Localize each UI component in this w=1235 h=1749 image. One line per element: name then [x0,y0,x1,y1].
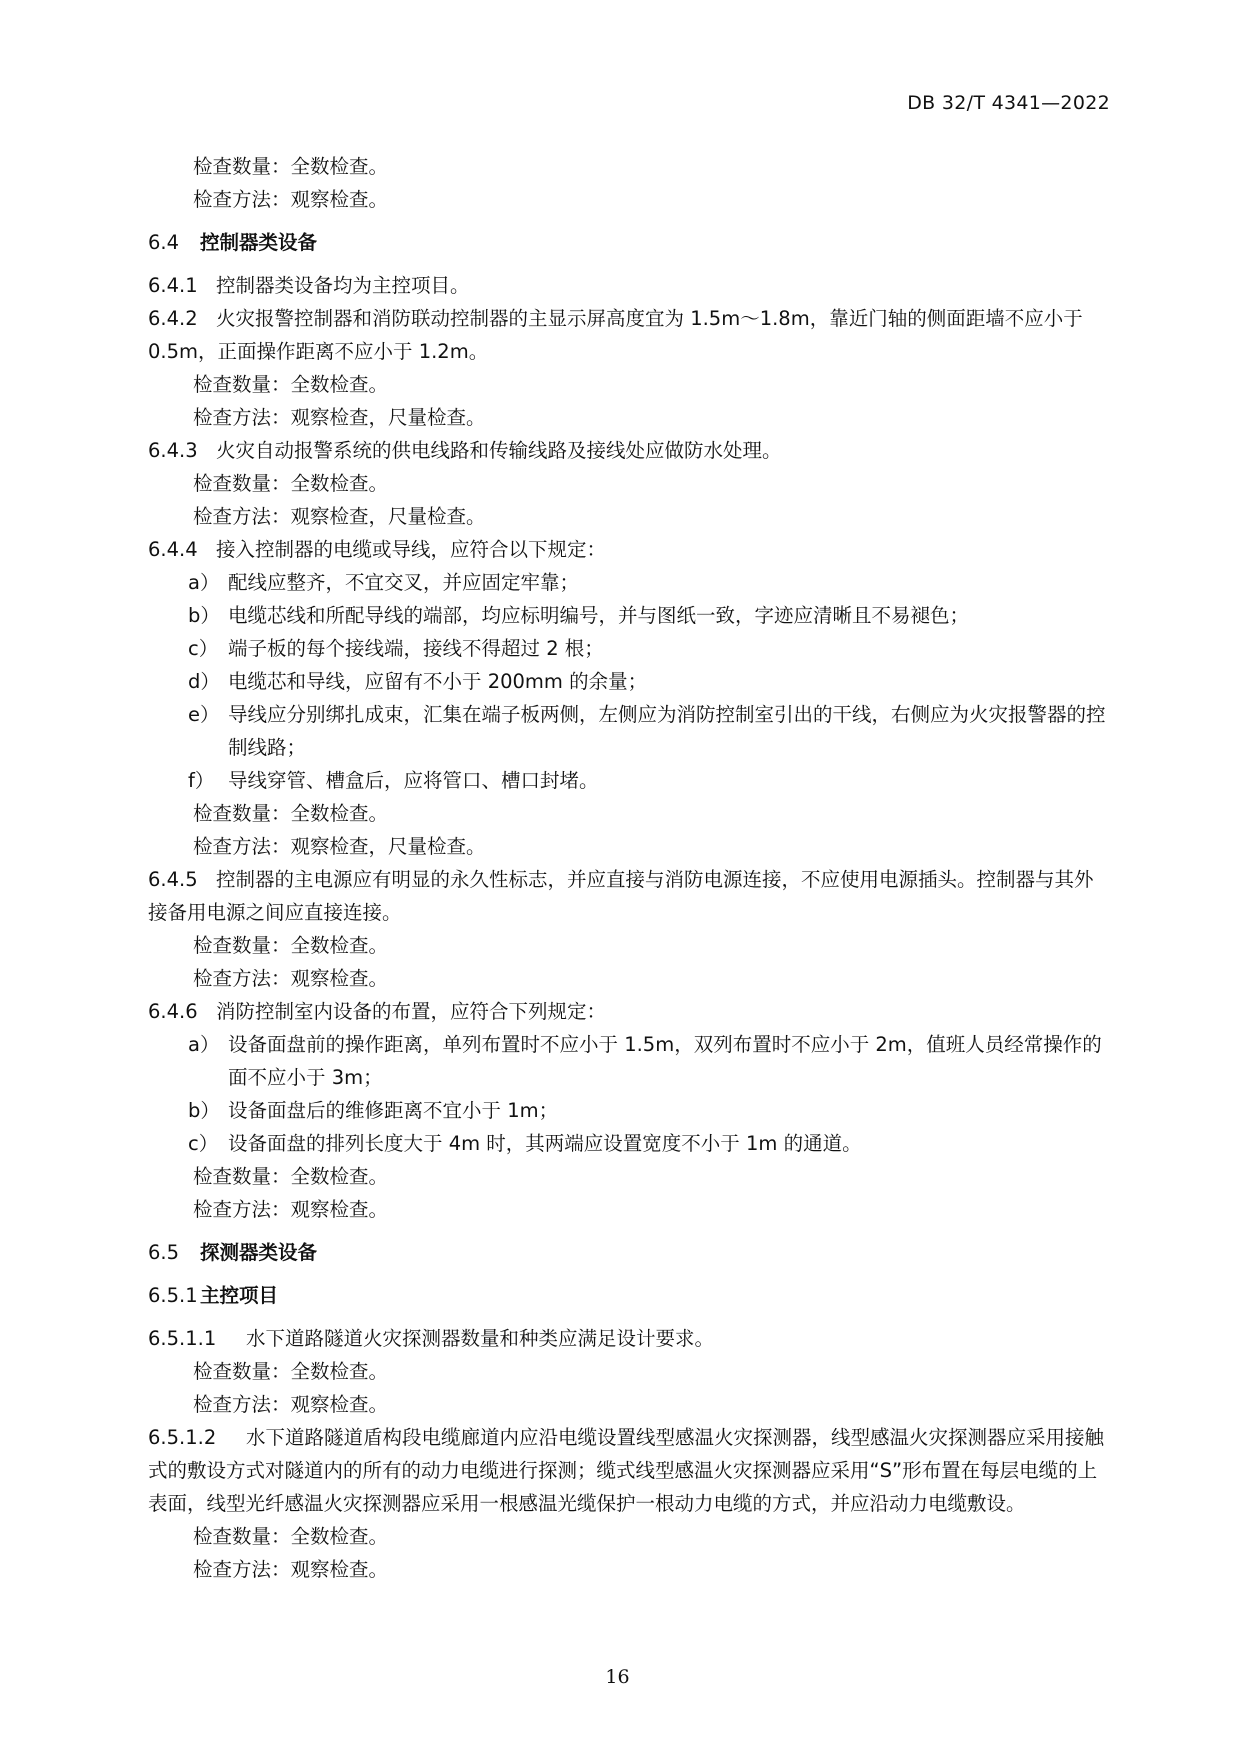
inspection-line [148,1160,1108,1193]
list-item-label: b） [188,1099,220,1122]
list-item-text: 配线应整齐，不宜交叉，并应固定牢靠； [228,571,580,594]
list-item-text: 电缆芯线和所配导线的端部，均应标明编号，并与图纸一致，字迹应清晰且不易褪色； [228,604,970,627]
list-item-label: a） [188,571,220,594]
section-number: 6.4 [148,231,180,254]
line-text: 检查数量：全数检查。 [193,472,389,495]
inspection-line [148,1553,1108,1586]
inspection-line [148,1520,1108,1553]
line-text: 检查方法：观察检查，尺量检查。 [193,505,486,528]
list-item-text: 设备面盘后的维修距离不宜小于 1m； [228,1099,559,1122]
section-heading [148,1279,1108,1312]
list-item-text: 端子板的每个接线端，接线不得超过 2 根； [228,637,604,660]
clause-number: 6.4.1 [148,274,198,297]
clause [148,863,1108,929]
line-text: 检查方法：观察检查，尺量检查。 [193,406,486,429]
section-number: 6.5 [148,1241,180,1264]
inspection-line [148,467,1108,500]
line-text: 检查数量：全数检查。 [193,1525,389,1548]
inspection-line [148,962,1108,995]
list-item-label: f） [188,769,215,792]
inspection-line [148,797,1108,830]
clause-text: 火灾自动报警系统的供电线路和传输线路及接线处应做防水处理。 [216,439,782,462]
list-item-label: d） [188,670,220,693]
line-text: 检查方法：观察检查。 [193,967,389,990]
clause-number: 6.4.4 [148,538,198,561]
inspection-line [148,929,1108,962]
list-item-text: 电缆芯和导线，应留有不小于 200mm 的余量； [228,670,648,693]
list-item-text: 设备面盘前的操作距离，单列布置时不应小于 1.5m，双列布置时不应小于 2m，值班人员经常操作的面不应小于 3m； [228,1033,1102,1089]
list-item-label: c） [188,1132,219,1155]
clause-number: 6.4.5 [148,868,198,891]
section-title: 控制器类设备 [200,231,318,254]
list-item-label: a） [188,1033,220,1056]
document-code: DB 32/T 4341—2022 [907,92,1110,114]
clause-text: 火灾报警控制器和消防联动控制器的主显示屏高度宜为 1.5m～1.8m，靠近门轴的侧面距墙不应小于 0.5m，正面操作距离不应小于 1.2m。 [148,307,1083,363]
section-heading [148,1236,1108,1269]
clause-text: 消防控制室内设备的布置，应符合下列规定： [216,1000,607,1023]
inspection-line [148,183,1108,216]
line-text: 检查数量：全数检查。 [193,1165,389,1188]
list-item [148,1127,1108,1160]
clause [148,302,1108,368]
page-number: 16 [605,1666,630,1688]
line-text: 检查数量：全数检查。 [193,802,389,825]
line-text: 检查数量：全数检查。 [193,1360,389,1383]
list-item-label: b） [188,604,220,627]
inspection-line [148,401,1108,434]
list-item [148,665,1108,698]
list-item [148,632,1108,665]
clause [148,995,1108,1028]
list-item [148,1094,1108,1127]
clause [148,269,1108,302]
clause-number: 6.4.3 [148,439,198,462]
section-title: 主控项目 [200,1284,279,1307]
clause-text: 控制器类设备均为主控项目。 [216,274,470,297]
line-text: 检查方法：观察检查。 [193,1558,389,1581]
clause-number: 6.5.1.1 [148,1327,217,1350]
inspection-line [148,1355,1108,1388]
clause-number: 6.5.1.2 [148,1426,217,1449]
line-text: 检查方法：观察检查。 [193,1393,389,1416]
list-item-text: 导线穿管、槽盒后，应将管口、槽口封堵。 [228,769,599,792]
inspection-line [148,1193,1108,1226]
clause-number: 6.4.2 [148,307,198,330]
list-item-label: e） [188,703,220,726]
clause-text: 接入控制器的电缆或导线，应符合以下规定： [216,538,607,561]
document-body [148,150,1108,1586]
inspection-line [148,1388,1108,1421]
list-item-label: c） [188,637,219,660]
list-item [148,698,1108,764]
list-item [148,764,1108,797]
list-item [148,566,1108,599]
line-text: 检查数量：全数检查。 [193,155,389,178]
section-title: 探测器类设备 [200,1241,318,1264]
inspection-line [148,500,1108,533]
list-item [148,599,1108,632]
clause [148,1421,1108,1520]
section-number: 6.5.1 [148,1284,198,1307]
section-heading [148,226,1108,259]
line-text: 检查方法：观察检查，尺量检查。 [193,835,486,858]
list-item [148,1028,1108,1094]
line-text: 检查方法：观察检查。 [193,1198,389,1221]
line-text: 检查方法：观察检查。 [193,188,389,211]
list-item-text: 导线应分别绑扎成束，汇集在端子板两侧，左侧应为消防控制室引出的干线，右侧应为火灾报警器的控制线路； [228,703,1106,759]
line-text: 检查数量：全数检查。 [193,373,389,396]
inspection-line [148,830,1108,863]
clause [148,533,1108,566]
line-text: 检查数量：全数检查。 [193,934,389,957]
inspection-line [148,150,1108,183]
clause-number: 6.4.6 [148,1000,198,1023]
clause-text: 水下道路隧道火灾探测器数量和种类应满足设计要求。 [246,1327,715,1350]
clause [148,434,1108,467]
list-item-text: 设备面盘的排列长度大于 4m 时，其两端应设置宽度不小于 1m 的通道。 [228,1132,862,1155]
clause-text: 控制器的主电源应有明显的永久性标志，并应直接与消防电源连接，不应使用电源插头。控制器与其外接备用电源之间应直接连接。 [148,868,1094,924]
clause-text: 水下道路隧道盾构段电缆廊道内应沿电缆设置线型感温火灾探测器，线型感温火灾探测器应采用接触式的敷设方式对隧道内的所有的动力电缆进行探测；缆式线型感温火灾探测器应采用“S”形布置在每层电缆的上表面，线型光纤感温火灾探测器应采用一根感温光缆保护一根动力电缆的方式，并应沿动力电缆敷设。 [148,1426,1105,1515]
clause [148,1322,1108,1355]
inspection-line [148,368,1108,401]
